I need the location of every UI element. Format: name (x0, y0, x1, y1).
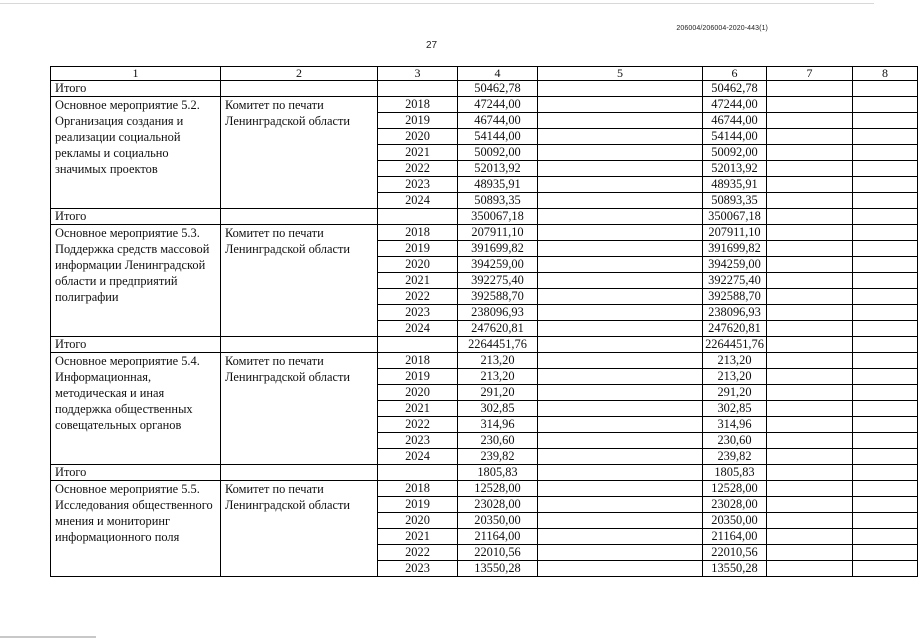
empty-cell (853, 561, 918, 577)
empty-cell (538, 561, 703, 577)
empty-cell (538, 369, 703, 385)
empty-cell (538, 129, 703, 145)
amount-col6: 48935,91 (703, 177, 767, 193)
empty-cell (767, 449, 853, 465)
empty-cell (767, 561, 853, 577)
empty-cell (853, 369, 918, 385)
empty-cell (538, 337, 703, 353)
empty-cell (853, 385, 918, 401)
empty-cell (538, 225, 703, 241)
responsible-org: Комитет по печати Ленинградской области (221, 353, 378, 465)
amount-col6: 291,20 (703, 385, 767, 401)
responsible-org: Комитет по печати Ленинградской области (221, 97, 378, 209)
empty-cell (853, 545, 918, 561)
empty-cell (767, 145, 853, 161)
year-cell: 2023 (378, 305, 458, 321)
empty-cell (853, 337, 918, 353)
amount-col4: 207911,10 (458, 225, 538, 241)
table-row (51, 97, 918, 113)
year-cell: 2021 (378, 401, 458, 417)
empty-cell (767, 225, 853, 241)
year-cell: 2022 (378, 417, 458, 433)
empty-cell (767, 81, 853, 97)
amount-col6: 46744,00 (703, 113, 767, 129)
year-cell: 2024 (378, 449, 458, 465)
empty-cell (538, 97, 703, 113)
total-row (51, 81, 918, 97)
total-row (51, 337, 918, 353)
total-col6: 350067,18 (703, 209, 767, 225)
empty-cell (767, 545, 853, 561)
empty-cell (853, 465, 918, 481)
amount-col6: 213,20 (703, 353, 767, 369)
empty-cell (538, 497, 703, 513)
amount-col4: 13550,28 (458, 561, 538, 577)
empty-cell (853, 81, 918, 97)
empty-cell (378, 209, 458, 225)
amount-col4: 314,96 (458, 417, 538, 433)
empty-cell (538, 385, 703, 401)
empty-cell (538, 417, 703, 433)
empty-cell (767, 385, 853, 401)
page-number: 27 (426, 40, 438, 51)
total-col4: 350067,18 (458, 209, 538, 225)
total-label: Итого (51, 209, 221, 225)
empty-cell (767, 177, 853, 193)
year-cell: 2018 (378, 225, 458, 241)
empty-cell (767, 353, 853, 369)
empty-cell (221, 209, 378, 225)
activity-title: Основное мероприятие 5.3. Поддержка средств массовой информации Ленинградской области и предприятий полиграфии (51, 225, 221, 337)
empty-cell (767, 497, 853, 513)
empty-cell (853, 481, 918, 497)
empty-cell (853, 305, 918, 321)
empty-cell (538, 193, 703, 209)
empty-cell (538, 353, 703, 369)
empty-cell (767, 129, 853, 145)
empty-cell (538, 289, 703, 305)
year-cell: 2024 (378, 193, 458, 209)
empty-cell (767, 337, 853, 353)
empty-cell (538, 545, 703, 561)
empty-cell (767, 273, 853, 289)
year-cell: 2022 (378, 545, 458, 561)
empty-cell (767, 209, 853, 225)
year-cell: 2021 (378, 145, 458, 161)
empty-cell (767, 257, 853, 273)
empty-cell (853, 177, 918, 193)
amount-col6: 314,96 (703, 417, 767, 433)
empty-cell (853, 257, 918, 273)
year-cell: 2020 (378, 257, 458, 273)
amount-col6: 54144,00 (703, 129, 767, 145)
activity-title: Основное мероприятие 5.2. Организация создания и реализации социальной рекламы и социально значимых проектов (51, 97, 221, 209)
empty-cell (853, 513, 918, 529)
empty-cell (538, 465, 703, 481)
amount-col4: 247620,81 (458, 321, 538, 337)
amount-col6: 50092,00 (703, 145, 767, 161)
empty-cell (853, 97, 918, 113)
table-row (51, 481, 918, 497)
amount-col4: 50092,00 (458, 145, 538, 161)
header-row (51, 67, 918, 81)
year-cell: 2024 (378, 321, 458, 337)
empty-cell (853, 209, 918, 225)
empty-cell (378, 465, 458, 481)
year-cell: 2021 (378, 529, 458, 545)
year-cell: 2019 (378, 369, 458, 385)
amount-col4: 46744,00 (458, 113, 538, 129)
empty-cell (538, 321, 703, 337)
empty-cell (538, 449, 703, 465)
column-header: 3 (378, 67, 458, 81)
amount-col4: 394259,00 (458, 257, 538, 273)
column-header: 8 (853, 67, 918, 81)
column-header: 1 (51, 67, 221, 81)
empty-cell (853, 353, 918, 369)
amount-col4: 391699,82 (458, 241, 538, 257)
amount-col4: 21164,00 (458, 529, 538, 545)
empty-cell (853, 433, 918, 449)
year-cell: 2018 (378, 481, 458, 497)
empty-cell (767, 161, 853, 177)
amount-col6: 22010,56 (703, 545, 767, 561)
empty-cell (378, 81, 458, 97)
amount-col4: 48935,91 (458, 177, 538, 193)
total-col6: 2264451,76 (703, 337, 767, 353)
column-header: 4 (458, 67, 538, 81)
empty-cell (221, 465, 378, 481)
empty-cell (538, 209, 703, 225)
empty-cell (767, 113, 853, 129)
empty-cell (767, 321, 853, 337)
empty-cell (767, 289, 853, 305)
empty-cell (538, 177, 703, 193)
responsible-org: Комитет по печати Ленинградской области (221, 481, 378, 577)
total-col6: 1805,83 (703, 465, 767, 481)
empty-cell (538, 81, 703, 97)
amount-col4: 47244,00 (458, 97, 538, 113)
year-cell: 2019 (378, 497, 458, 513)
empty-cell (853, 401, 918, 417)
amount-col6: 230,60 (703, 433, 767, 449)
amount-col6: 239,82 (703, 449, 767, 465)
empty-cell (538, 273, 703, 289)
empty-cell (767, 529, 853, 545)
empty-cell (538, 241, 703, 257)
budget-table (50, 66, 918, 577)
amount-col4: 238096,93 (458, 305, 538, 321)
empty-cell (853, 129, 918, 145)
amount-col4: 54144,00 (458, 129, 538, 145)
amount-col6: 47244,00 (703, 97, 767, 113)
amount-col4: 12528,00 (458, 481, 538, 497)
empty-cell (853, 273, 918, 289)
total-label: Итого (51, 81, 221, 97)
empty-cell (853, 241, 918, 257)
empty-cell (538, 305, 703, 321)
empty-cell (853, 497, 918, 513)
empty-cell (767, 417, 853, 433)
empty-cell (767, 97, 853, 113)
total-col4: 50462,78 (458, 81, 538, 97)
year-cell: 2021 (378, 273, 458, 289)
amount-col6: 20350,00 (703, 513, 767, 529)
empty-cell (767, 481, 853, 497)
year-cell: 2023 (378, 433, 458, 449)
empty-cell (767, 513, 853, 529)
total-row (51, 209, 918, 225)
amount-col4: 230,60 (458, 433, 538, 449)
empty-cell (221, 81, 378, 97)
amount-col6: 391699,82 (703, 241, 767, 257)
column-header: 5 (538, 67, 703, 81)
amount-col4: 50893,35 (458, 193, 538, 209)
column-header: 2 (221, 67, 378, 81)
table-row (51, 353, 918, 369)
year-cell: 2023 (378, 561, 458, 577)
empty-cell (853, 289, 918, 305)
empty-cell (538, 529, 703, 545)
year-cell: 2019 (378, 241, 458, 257)
empty-cell (767, 305, 853, 321)
amount-col6: 302,85 (703, 401, 767, 417)
amount-col6: 392275,40 (703, 273, 767, 289)
total-row (51, 465, 918, 481)
empty-cell (767, 465, 853, 481)
total-col6: 50462,78 (703, 81, 767, 97)
scan-artifact-line (0, 636, 96, 638)
empty-cell (767, 369, 853, 385)
total-label: Итого (51, 337, 221, 353)
year-cell: 2022 (378, 289, 458, 305)
empty-cell (538, 513, 703, 529)
document-id: 206004/206004-2020-443(1) (676, 25, 768, 32)
empty-cell (853, 529, 918, 545)
amount-col4: 213,20 (458, 353, 538, 369)
empty-cell (538, 257, 703, 273)
amount-col6: 238096,93 (703, 305, 767, 321)
year-cell: 2022 (378, 161, 458, 177)
amount-col4: 20350,00 (458, 513, 538, 529)
empty-cell (853, 449, 918, 465)
amount-col6: 52013,92 (703, 161, 767, 177)
activity-title: Основное мероприятие 5.4. Информационная, методическая и иная поддержка общественных совещательных органов (51, 353, 221, 465)
empty-cell (853, 321, 918, 337)
amount-col4: 23028,00 (458, 497, 538, 513)
amount-col4: 392588,70 (458, 289, 538, 305)
amount-col6: 213,20 (703, 369, 767, 385)
amount-col6: 207911,10 (703, 225, 767, 241)
amount-col4: 239,82 (458, 449, 538, 465)
empty-cell (767, 401, 853, 417)
amount-col6: 392588,70 (703, 289, 767, 305)
activity-title: Основное мероприятие 5.5. Исследования общественного мнения и мониторинг информационного поля (51, 481, 221, 577)
amount-col4: 22010,56 (458, 545, 538, 561)
empty-cell (853, 113, 918, 129)
empty-cell (767, 433, 853, 449)
amount-col6: 50893,35 (703, 193, 767, 209)
year-cell: 2018 (378, 97, 458, 113)
year-cell: 2020 (378, 129, 458, 145)
amount-col6: 23028,00 (703, 497, 767, 513)
empty-cell (378, 337, 458, 353)
table-row (51, 225, 918, 241)
empty-cell (853, 161, 918, 177)
total-col4: 1805,83 (458, 465, 538, 481)
amount-col4: 291,20 (458, 385, 538, 401)
total-col4: 2264451,76 (458, 337, 538, 353)
amount-col6: 21164,00 (703, 529, 767, 545)
total-label: Итого (51, 465, 221, 481)
top-border-line (0, 3, 874, 4)
year-cell: 2018 (378, 353, 458, 369)
empty-cell (538, 481, 703, 497)
year-cell: 2020 (378, 513, 458, 529)
empty-cell (538, 433, 703, 449)
empty-cell (221, 337, 378, 353)
empty-cell (767, 241, 853, 257)
amount-col4: 213,20 (458, 369, 538, 385)
amount-col6: 12528,00 (703, 481, 767, 497)
empty-cell (538, 161, 703, 177)
empty-cell (538, 113, 703, 129)
empty-cell (853, 417, 918, 433)
year-cell: 2019 (378, 113, 458, 129)
responsible-org: Комитет по печати Ленинградской области (221, 225, 378, 337)
amount-col4: 302,85 (458, 401, 538, 417)
empty-cell (538, 401, 703, 417)
amount-col6: 247620,81 (703, 321, 767, 337)
year-cell: 2023 (378, 177, 458, 193)
amount-col6: 394259,00 (703, 257, 767, 273)
year-cell: 2020 (378, 385, 458, 401)
empty-cell (538, 145, 703, 161)
column-header: 7 (767, 67, 853, 81)
empty-cell (853, 145, 918, 161)
empty-cell (853, 225, 918, 241)
empty-cell (853, 193, 918, 209)
amount-col4: 52013,92 (458, 161, 538, 177)
column-header: 6 (703, 67, 767, 81)
amount-col6: 13550,28 (703, 561, 767, 577)
amount-col4: 392275,40 (458, 273, 538, 289)
empty-cell (767, 193, 853, 209)
